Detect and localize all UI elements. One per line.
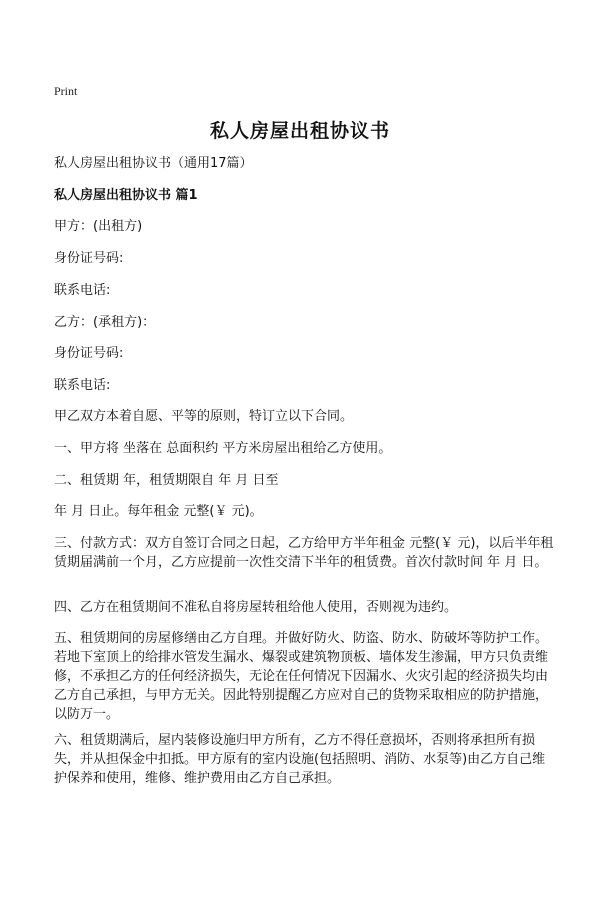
print-label: Print <box>54 84 78 98</box>
paragraph-party-b-phone: 联系电话: <box>54 378 111 393</box>
paragraph-party-a-id: 身份证号码: <box>54 251 124 266</box>
paragraph-preamble: 甲乙双方本着自愿、平等的原则，特订立以下合同。 <box>54 409 354 424</box>
document-subtitle: 私人房屋出租协议书（通用17篇） <box>54 156 253 171</box>
paragraph-clause-2: 二、租赁期 年，租赁期限自 年 月 日至 <box>54 473 279 488</box>
paragraph-party-b-id: 身份证号码: <box>54 346 124 361</box>
paragraph-party-a-phone: 联系电话: <box>54 283 111 298</box>
paragraph-clause-5: 五、租赁期间的房屋修缮由乙方自理。并做好防火、防盗、防水、防破坏等防护工作。若地下室顶上的给排水管发生漏水、爆裂或建筑物顶板、墙体发生渗漏，甲方只负责维修，不承担乙方的任何经济损失，无论在任何情况下因漏水、火灾引起的经济损失均由乙方自己承担，与甲方无关。因此特别提醒乙方应对自己的货物采取相应的防护措施，以防万一。 <box>54 631 549 722</box>
paragraph-clause-1: 一、甲方将 坐落在 总面积约 平方米房屋出租给乙方使用。 <box>54 441 392 456</box>
section-heading: 私人房屋出租协议书 篇1 <box>54 188 198 203</box>
paragraph-clause-3: 三、付款方式：双方自签订合同之日起，乙方给甲方半年租金 元整(￥ 元)，以后半年租赁期届满前一个月，乙方应提前一次性交清下半年的租赁费。首次付款时间 年 月 日。 <box>54 536 554 570</box>
paragraph-party-a: 甲方：(出租方) <box>54 219 143 234</box>
paragraph-party-b: 乙方：(承租方)： <box>54 315 156 330</box>
paragraph-clause-4: 四、乙方在租赁期间不准私自将房屋转租给他人使用，否则视为违约。 <box>54 600 458 615</box>
document-title: 私人房屋出租协议书 <box>209 120 390 142</box>
paragraph-clause-2-cont: 年 月 日止。每年租金 元整(￥ 元)。 <box>54 504 263 519</box>
paragraph-clause-6: 六、租赁期满后，屋内装修设施归甲方所有，乙方不得任意损坏，否则将承担所有损失，并从担保金中扣抵。甲方原有的室内设施(包括照明、消防、水泵等)由乙方自己维护保养和使用，维修、维护费用由乙方自己承担。 <box>54 733 546 786</box>
